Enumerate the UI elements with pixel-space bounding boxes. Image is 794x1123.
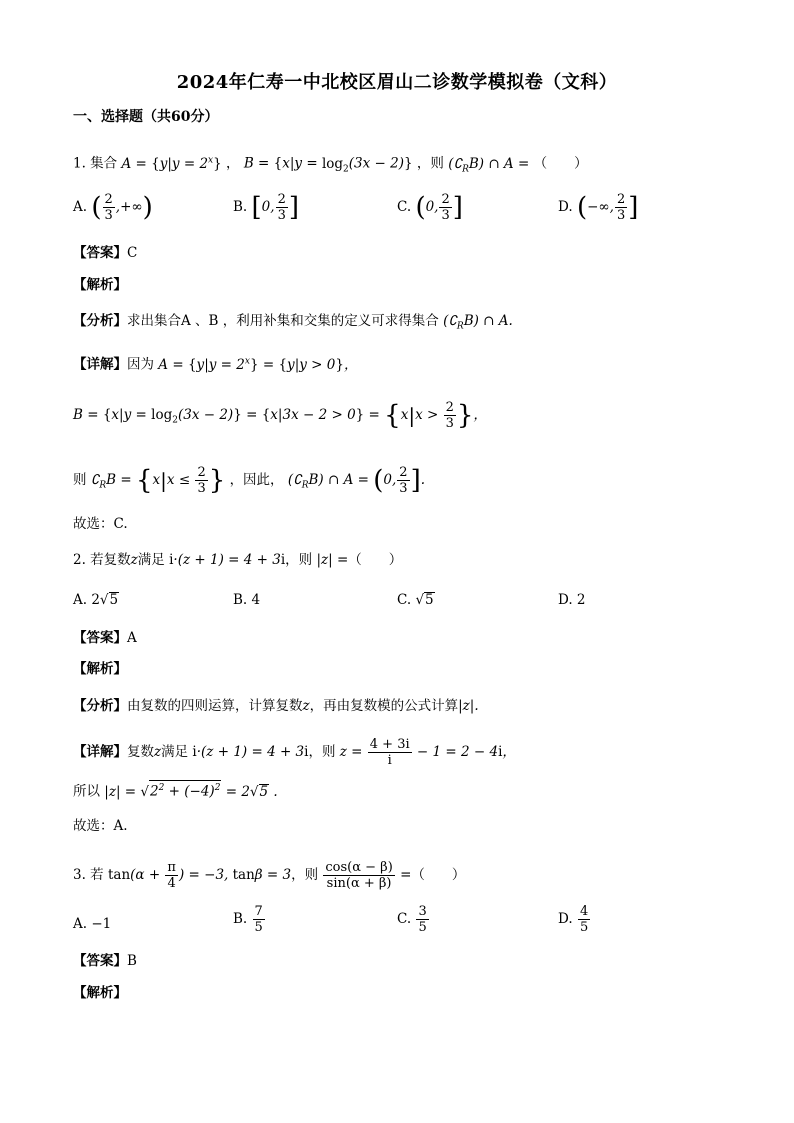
q1-option-a: A. ( $\frac{2}{3}$ ,+∞) bbox=[73, 192, 153, 223]
q2-option-a: A. 2√5 bbox=[73, 592, 119, 608]
q3-option-d: D. $\frac{4}{5}$ bbox=[558, 904, 589, 935]
page-title: 2024年仁寿一中北校区眉山二诊数学模拟卷（文科） bbox=[176, 72, 618, 93]
q1-option-c: C. (0, $\frac{2}{3}$ ] bbox=[397, 192, 463, 223]
question-1-stem: 1. 集合 $A = \{y|y = 2^x\}$ ， $B = \{x|y = \log_2(3x - 2)\}$ ，则 $(∁_RB)$ ∩ A = （ ） bbox=[73, 155, 588, 175]
question-3-stem: 3. 若 tan(α + $\frac{\pi}{4}$ ) = −3, tanβ = 3，则 $\frac{\cos(\alpha - \beta)}{\sin(\alpha + \beta)}$ =（ ） bbox=[73, 860, 466, 891]
q3-answer: 【答案】B bbox=[73, 953, 137, 969]
q2-answer: 【答案】A bbox=[73, 630, 137, 646]
q1-detail-line1: 【详解】因为 $A = \{y|y = 2^x\} = \{y|y > 0\}$， bbox=[73, 356, 358, 373]
q1-option-b: B. [0, $\frac{2}{3}$ ] bbox=[233, 192, 299, 223]
q2-analysis-label: 【解析】 bbox=[73, 661, 127, 677]
q3-option-c: C. $\frac{3}{5}$ bbox=[397, 904, 427, 935]
q2-conclusion: 故选：A. bbox=[73, 818, 128, 834]
complement-expr: $(∁_RB)$ ∩ A = bbox=[448, 155, 530, 175]
q2-detail-line1: 【详解】复数z满足 i·(z + 1) = 4 + 3i，则 z = $\frac{4 + 3i}{i}$ − 1 = 2 − 4i， bbox=[73, 737, 516, 768]
q2-option-d: D. 2 bbox=[558, 592, 586, 608]
section-heading: 一、选择题（共60分） bbox=[73, 109, 219, 125]
q1-detail-line3: 则 $∁_RB = \{x|x$ ≤ $\frac{2}{3}$ } ，因此， $(∁_RB)$ ∩ A = (0, $\frac{2}{3}$ ]. bbox=[73, 465, 426, 496]
set-b-expr: $B = \{x|y = \log_2(3x - 2)\}$ bbox=[243, 155, 413, 175]
q1-answer: 【答案】C bbox=[73, 245, 138, 261]
q3-option-a: A. −1 bbox=[73, 916, 112, 932]
q1-fenxi: 【分析】求出集合A 、B ，利用补集和交集的定义可求得集合 $(∁_RB)$ ∩ A. bbox=[73, 313, 513, 332]
q2-option-b: B. 4 bbox=[233, 592, 261, 608]
q2-fenxi: 【分析】由复数的四则运算，计算复数z，再由复数模的公式计算|z|. bbox=[73, 698, 479, 714]
q1-option-d: D. (−∞, $\frac{2}{3}$ ] bbox=[558, 192, 639, 223]
q1-detail-line2: $B = \{x|y = \log_2(3x - 2)\} = \{x|3x - 2 > 0\} = \{x|x$ > $\frac{2}{3}$ }， bbox=[73, 400, 487, 431]
q3-analysis-label: 【解析】 bbox=[73, 985, 127, 1001]
q2-option-c: C. √5 bbox=[397, 592, 434, 608]
q1-conclusion: 故选：C. bbox=[73, 516, 128, 532]
question-2-stem: 2. 若复数z满足 i·(z + 1) = 4 + 3i，则 |z| =（ ） bbox=[73, 552, 403, 568]
q2-detail-line2: 所以 $|z| = √2^2 + (-4)^2 = 2√5$ . bbox=[73, 780, 278, 802]
q3-option-b: B. $\frac{7}{5}$ bbox=[233, 904, 263, 935]
set-a-expr: $A = \{y|y = 2^x\}$ bbox=[121, 155, 222, 172]
q1-analysis-label: 【解析】 bbox=[73, 277, 127, 293]
